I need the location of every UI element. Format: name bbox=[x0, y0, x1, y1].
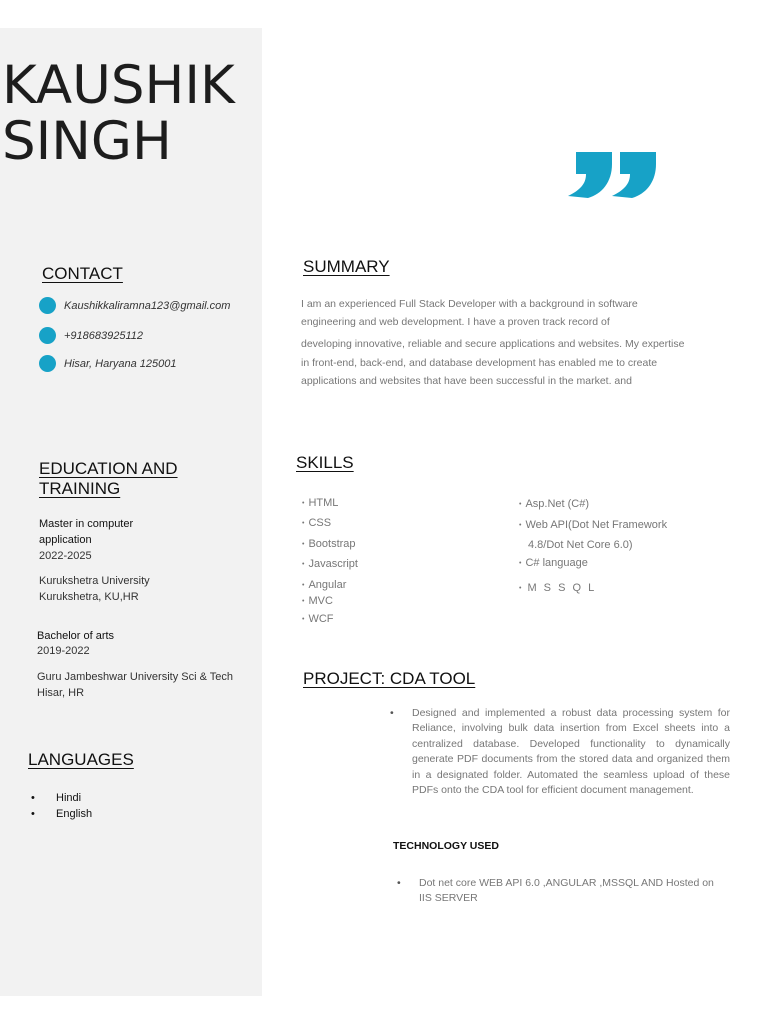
person-name bbox=[2, 55, 235, 172]
summary-line: developing innovative, reliable and secure applications and websites. My expertise bbox=[301, 338, 685, 350]
bullet-icon: • bbox=[302, 581, 305, 589]
bullet-icon: • bbox=[302, 597, 305, 605]
skill-item bbox=[302, 613, 334, 625]
bullet-icon: • bbox=[302, 519, 305, 527]
skill-label: C# language bbox=[525, 557, 588, 569]
school-bachelor-line2: Hisar, HR bbox=[37, 687, 85, 699]
first-name: KAUSHIK bbox=[2, 55, 235, 116]
degree-bachelor: Bachelor of arts bbox=[37, 630, 115, 642]
contact-heading: CONTACT bbox=[42, 264, 123, 283]
location-icon bbox=[39, 355, 56, 372]
languages-heading: LANGUAGES bbox=[28, 750, 134, 769]
skill-label: MVC bbox=[308, 595, 333, 607]
bullet-icon: • bbox=[31, 808, 35, 820]
bullet-icon: • bbox=[519, 500, 522, 508]
summary-line: engineering and web development. I have a proven track record of bbox=[301, 316, 610, 328]
contact-phone bbox=[39, 327, 143, 344]
summary-line: applications and websites that have been successful in the market. and bbox=[301, 375, 632, 387]
degree-master-line2: application bbox=[39, 534, 92, 546]
skills-heading: SKILLS bbox=[296, 453, 354, 472]
location-text: Hisar, Haryana 125001 bbox=[64, 357, 177, 370]
bullet-icon: • bbox=[302, 615, 305, 623]
bullet-icon: • bbox=[519, 584, 524, 592]
school-bachelor-line1: Guru Jambeshwar University Sci & Tech bbox=[37, 671, 234, 683]
skill-label: CSS bbox=[308, 517, 332, 529]
bullet-icon: • bbox=[390, 707, 394, 719]
summary-line: in front-end, back-end, and database development has enabled me to create bbox=[301, 357, 658, 369]
education-heading-line2: TRAINING bbox=[39, 479, 121, 498]
skill-item bbox=[519, 498, 589, 510]
skill-item bbox=[302, 579, 346, 591]
skill-item bbox=[519, 557, 588, 569]
skill-item bbox=[302, 595, 333, 607]
bullet-icon: • bbox=[397, 877, 401, 889]
bullet-icon: • bbox=[302, 499, 305, 507]
education-heading bbox=[39, 459, 178, 499]
skill-item bbox=[302, 558, 358, 570]
skill-item bbox=[302, 497, 338, 509]
school-master bbox=[39, 573, 150, 605]
quote-icon bbox=[568, 152, 660, 200]
degree-master-line1: Master in computer bbox=[39, 518, 134, 530]
technology-text: Dot net core WEB API 6.0 ,ANGULAR ,MSSQL AND Hosted on IIS SERVER bbox=[419, 877, 714, 905]
skill-label: Javascript bbox=[308, 558, 358, 570]
bullet-icon: • bbox=[31, 792, 35, 804]
summary-line: I am an experienced Full Stack Developer with a background in software bbox=[301, 298, 638, 310]
language-hindi: Hindi bbox=[56, 792, 82, 804]
education-heading-line1: EDUCATION AND bbox=[39, 459, 178, 478]
bullet-icon: • bbox=[302, 560, 305, 568]
contact-location bbox=[39, 355, 177, 372]
skill-label: Web API(Dot Net Framework bbox=[525, 519, 668, 531]
years-master: 2022-2025 bbox=[39, 550, 92, 562]
skill-label: WCF bbox=[308, 613, 334, 625]
sidebar-panel bbox=[0, 28, 262, 996]
skill-item bbox=[302, 538, 356, 550]
project-description-text: Designed and implemented a robust data processing system for Reliance, involving bulk data insertion from Excel sheets into a centralized database. Developed functionality to dynamically generate PDF documents from the stored data and organized them in a designated folder. Automated the seamless upload of these PDFs onto the CDA tool for efficient document management. bbox=[412, 707, 730, 797]
skill-item bbox=[302, 517, 331, 529]
bullet-icon: • bbox=[302, 540, 305, 548]
technology-description bbox=[397, 876, 727, 907]
school-master-line1: Kurukshetra University bbox=[39, 575, 150, 587]
skill-item bbox=[519, 519, 667, 531]
project-heading: PROJECT: CDA TOOL bbox=[303, 669, 476, 688]
list-item bbox=[31, 806, 92, 822]
project-description bbox=[390, 706, 730, 798]
summary-heading: SUMMARY bbox=[303, 257, 390, 276]
phone-text: +918683925112 bbox=[64, 329, 144, 342]
skill-label: Angular bbox=[308, 579, 347, 591]
skill-label: HTML bbox=[308, 497, 339, 509]
technology-heading: TECHNOLOGY USED bbox=[393, 840, 499, 852]
skill-item bbox=[519, 582, 596, 594]
contact-email bbox=[39, 297, 230, 314]
skill-item-continued: 4.8/Dot Net Core 6.0) bbox=[528, 539, 633, 551]
skill-label: Bootstrap bbox=[308, 538, 356, 550]
degree-master bbox=[39, 516, 133, 548]
language-english: English bbox=[56, 808, 93, 820]
school-bachelor bbox=[37, 669, 233, 701]
bullet-icon: • bbox=[519, 521, 522, 529]
school-master-line2: Kurukshetra, KU,HR bbox=[39, 591, 139, 603]
phone-icon bbox=[39, 327, 56, 344]
languages-list bbox=[31, 790, 92, 822]
bullet-icon: • bbox=[519, 559, 522, 567]
last-name: SINGH bbox=[2, 111, 172, 172]
list-item bbox=[31, 790, 92, 806]
years-bachelor: 2019-2022 bbox=[37, 645, 90, 657]
skill-label: M S S Q L bbox=[527, 582, 597, 594]
email-text: Kaushikkaliramna123@gmail.com bbox=[64, 299, 231, 312]
skill-label: Asp.Net (C#) bbox=[525, 498, 590, 510]
email-icon bbox=[39, 297, 56, 314]
